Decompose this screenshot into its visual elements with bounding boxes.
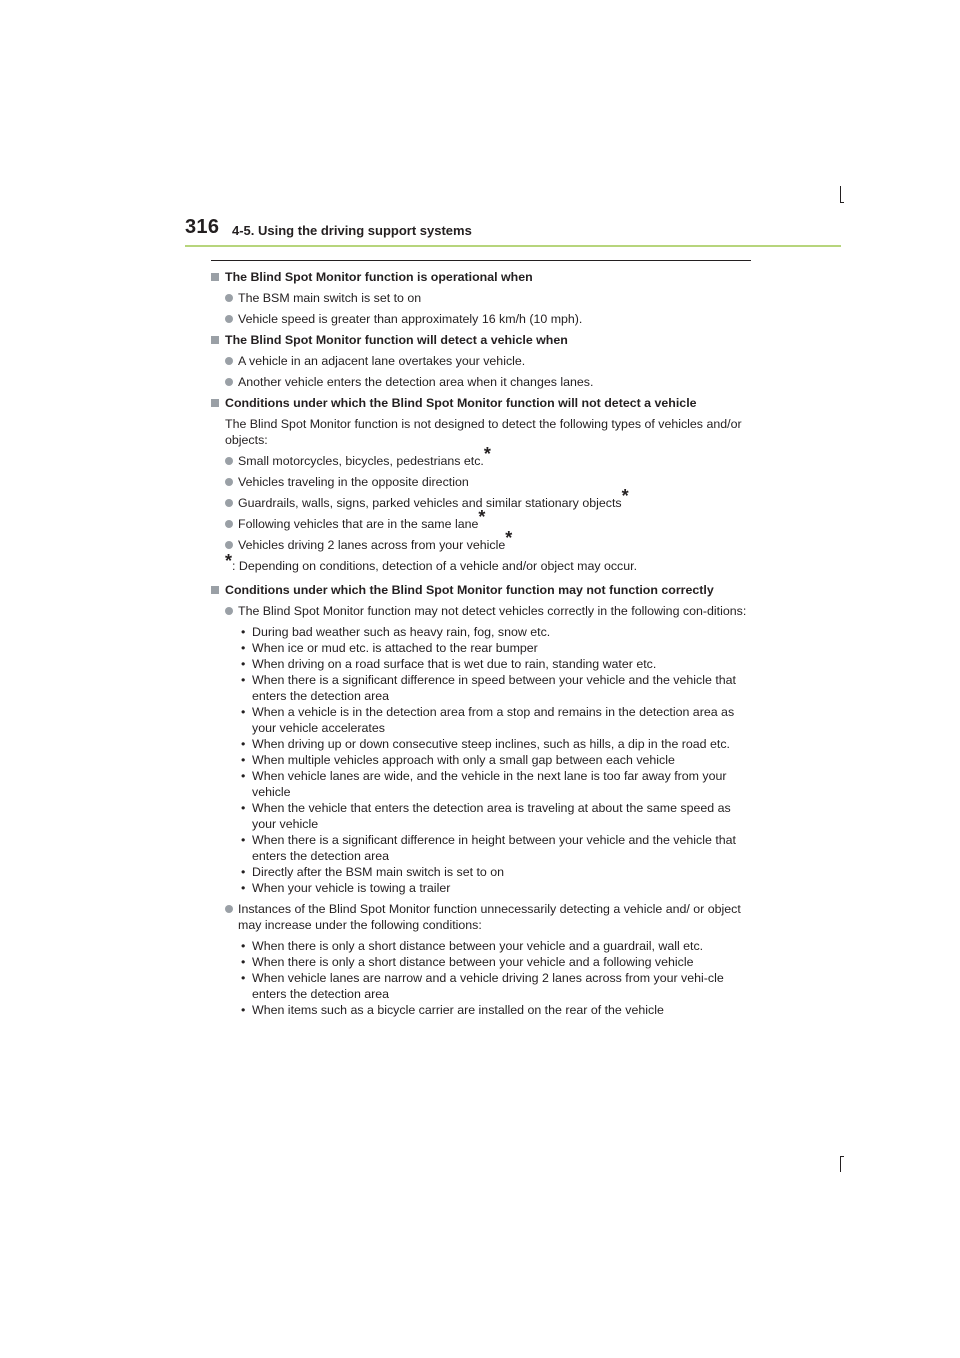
round-bullet-icon <box>225 541 233 549</box>
sub-bullet: • <box>241 769 246 783</box>
list-item-text: A vehicle in an adjacent lane overtakes your vehicle. <box>238 354 526 368</box>
sub-list-item <box>211 938 751 954</box>
page-content <box>211 269 751 1023</box>
crop-mark-top-horizontal <box>840 202 844 203</box>
sub-list-item-text: During bad weather such as heavy rain, fog, snow etc. <box>252 625 551 639</box>
list-item <box>211 603 751 619</box>
section-heading <box>211 269 751 285</box>
sub-list-item <box>211 832 751 864</box>
footnote-asterisk: * <box>225 551 233 571</box>
sub-list-item <box>211 768 751 800</box>
sub-list-item <box>211 800 751 832</box>
round-bullet-icon <box>225 357 233 365</box>
list-item <box>211 528 751 553</box>
round-bullet-icon <box>225 457 233 465</box>
list-item-text: Small motorcycles, bicycles, pedestrians etc. <box>238 454 484 468</box>
sub-list-item-text: When there is a significant difference in speed between your vehicle and the vehicle that enters the detection area <box>252 673 736 703</box>
list-item-text: Vehicle speed is greater than approximately 16 km/h (10 mph). <box>238 312 583 326</box>
sub-bullet: • <box>241 881 246 895</box>
section-heading <box>211 395 751 411</box>
sub-list-item-text: When a vehicle is in the detection area from a stop and remains in the detection area as your vehicle accelerates <box>252 705 735 735</box>
footnote-asterisk: * <box>478 507 486 527</box>
section-title: 4-5. Using the driving support systems <box>232 223 472 238</box>
list-item-text: Following vehicles that are in the same lane <box>238 517 479 531</box>
sub-bullet: • <box>241 705 246 719</box>
round-bullet-icon <box>225 520 233 528</box>
list-item-text: The BSM main switch is set to on <box>238 291 422 305</box>
footnote-asterisk: * <box>505 528 513 548</box>
sub-list-item-text: When items such as a bicycle carrier are installed on the rear of the vehicle <box>252 1003 664 1017</box>
list-item <box>211 507 751 532</box>
square-bullet-icon <box>211 273 219 281</box>
page-number: 316 <box>185 216 220 238</box>
sub-bullet: • <box>241 939 246 953</box>
sub-bullet: • <box>241 657 246 671</box>
sub-list-item-text: When there is only a short distance between your vehicle and a following vehicle <box>252 955 694 969</box>
sub-list-item <box>211 954 751 970</box>
sub-list-item-text: When driving up or down consecutive steep inclines, such as hills, a dip in the road etc. <box>252 737 730 751</box>
round-bullet-icon <box>225 478 233 486</box>
round-bullet-icon <box>225 905 233 913</box>
round-bullet-icon <box>225 499 233 507</box>
content-top-rule <box>211 260 751 261</box>
sub-list <box>211 624 751 896</box>
sub-list-item <box>211 656 751 672</box>
sub-list-item <box>211 736 751 752</box>
sub-bullet: • <box>241 801 246 815</box>
sub-list-item <box>211 864 751 880</box>
list-item <box>211 311 751 327</box>
sub-bullet: • <box>241 641 246 655</box>
sub-list-item-text: When multiple vehicles approach with only a small gap between each vehicle <box>252 753 675 767</box>
sub-bullet: • <box>241 753 246 767</box>
crop-mark-bottom-horizontal <box>840 1156 844 1157</box>
sub-list-item-text: When vehicle lanes are narrow and a vehicle driving 2 lanes across from your vehi-cle enters the detection area <box>252 971 724 1001</box>
sub-list-item-text: When there is a significant difference in height between your vehicle and the vehicle that enters the detection area <box>252 833 736 863</box>
list-item <box>211 374 751 390</box>
square-bullet-icon <box>211 336 219 344</box>
list-item-text: Another vehicle enters the detection area when it changes lanes. <box>238 375 594 389</box>
footnote-asterisk: * <box>483 444 491 464</box>
list-item <box>211 901 751 933</box>
list-item-text: Instances of the Blind Spot Monitor function unnecessarily detecting a vehicle and/ or object may increase under the following conditions: <box>238 902 741 932</box>
sub-list-item-text: When ice or mud etc. is attached to the rear bumper <box>252 641 538 655</box>
sub-list-item <box>211 880 751 896</box>
sub-bullet: • <box>241 955 246 969</box>
footnote-text: : Depending on conditions, detection of a vehicle and/or object may occur. <box>232 559 638 573</box>
sub-list-item-text: When there is only a short distance between your vehicle and a guardrail, wall etc. <box>252 939 704 953</box>
sub-list-item-text: When the vehicle that enters the detection area is traveling at about the same speed as your vehicle <box>252 801 731 831</box>
square-bullet-icon <box>211 586 219 594</box>
list-item <box>211 444 751 469</box>
footnote <box>211 551 751 574</box>
crop-mark-bottom-vertical <box>840 1156 841 1172</box>
header-rule <box>185 245 841 247</box>
heading-text: The Blind Spot Monitor function will detect a vehicle when <box>225 333 568 347</box>
heading-text: The Blind Spot Monitor function is operational when <box>225 270 533 284</box>
sub-list <box>211 938 751 1018</box>
section-intro: The Blind Spot Monitor function is not designed to detect the following types of vehicles and/or objects: <box>225 417 742 447</box>
sub-bullet: • <box>241 1003 246 1017</box>
list-item-text: Vehicles traveling in the opposite direction <box>238 475 469 489</box>
sub-bullet: • <box>241 737 246 751</box>
sub-bullet: • <box>241 625 246 639</box>
sub-bullet: • <box>241 833 246 847</box>
sub-bullet: • <box>241 865 246 879</box>
sub-list-item-text: When your vehicle is towing a trailer <box>252 881 451 895</box>
square-bullet-icon <box>211 399 219 407</box>
list-item <box>211 353 751 369</box>
sub-bullet: • <box>241 673 246 687</box>
sub-bullet: • <box>241 971 246 985</box>
heading-text: Conditions under which the Blind Spot Monitor function may not function correctly <box>225 583 714 597</box>
sub-list-item <box>211 672 751 704</box>
list-item-text: Vehicles driving 2 lanes across from your vehicle <box>238 538 506 552</box>
sub-list-item-text: When vehicle lanes are wide, and the vehicle in the next lane is too far away from your vehicle <box>252 769 727 799</box>
round-bullet-icon <box>225 378 233 386</box>
sub-list-item <box>211 704 751 736</box>
list-item-text: The Blind Spot Monitor function may not detect vehicles correctly in the following con-ditions: <box>238 604 747 618</box>
list-item <box>211 474 751 490</box>
sub-list-item-text: Directly after the BSM main switch is set to on <box>252 865 505 879</box>
sub-list-item <box>211 752 751 768</box>
sub-list-item <box>211 640 751 656</box>
list-item-text: Guardrails, walls, signs, parked vehicles and similar stationary objects <box>238 496 622 510</box>
sub-list-item <box>211 970 751 1002</box>
sub-list-item-text: When driving on a road surface that is wet due to rain, standing water etc. <box>252 657 657 671</box>
heading-text: Conditions under which the Blind Spot Monitor function will not detect a vehicle <box>225 396 697 410</box>
crop-mark-top-vertical <box>840 186 841 202</box>
round-bullet-icon <box>225 315 233 323</box>
round-bullet-icon <box>225 294 233 302</box>
round-bullet-icon <box>225 607 233 615</box>
sub-list-item <box>211 624 751 640</box>
section-heading <box>211 332 751 348</box>
footnote-asterisk: * <box>621 486 629 506</box>
sub-list-item <box>211 1002 751 1018</box>
list-item <box>211 290 751 306</box>
section-heading <box>211 582 751 598</box>
